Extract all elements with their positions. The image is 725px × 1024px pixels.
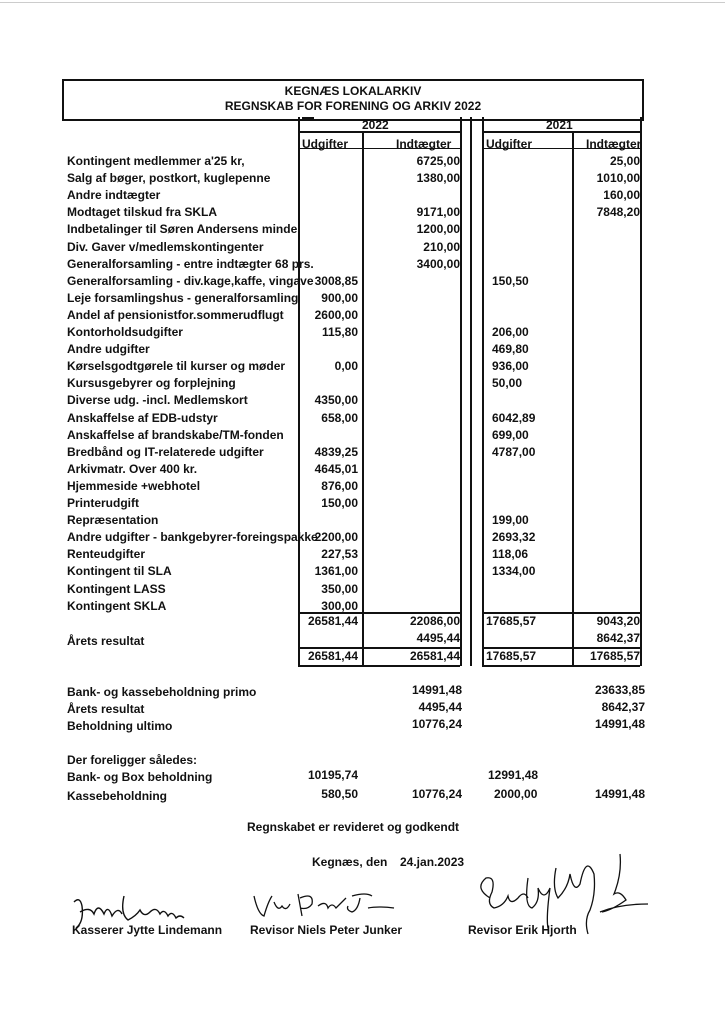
row-indtaegter-2021: 7848,20 (596, 205, 640, 219)
row-label: Repræsentation (67, 513, 159, 527)
row-udgifter-2022: 4645,01 (314, 462, 358, 476)
rule-h-2022-bottom (298, 665, 460, 667)
signer-revisor-hjorth: Revisor Erik Hjorth (468, 923, 577, 937)
bank-2022: 10195,74 (307, 768, 358, 782)
row-label: Diverse udg. -incl. Medlemskort (67, 393, 248, 407)
date: 24.jan.2023 (400, 855, 465, 869)
balance-result-label: Årets resultat (67, 702, 145, 716)
row-label: Arkivmatr. Over 400 kr. (67, 462, 198, 476)
row-udgifter-2021: 4787,00 (492, 445, 536, 459)
rule-v-2022-right (460, 117, 462, 666)
col-udgifter-2022: Udgifter (302, 137, 348, 151)
year-2021-header: 2021 (546, 118, 573, 132)
row-udgifter-2021: 936,00 (492, 359, 529, 373)
row-label: Anskaffelse af brandskabe/TM-fonden (67, 428, 284, 442)
row-label: Kørselsgodtgørele til kurser og møder (67, 359, 286, 373)
total-i21: 9043,20 (596, 614, 640, 628)
bank-2021: 12991,48 (488, 768, 539, 782)
row-label: Kontorholdsudgifter (67, 325, 183, 339)
title-box (62, 79, 644, 121)
ultimo-2022: 10776,24 (411, 717, 462, 731)
row-indtaegter-2022: 1200,00 (416, 222, 460, 236)
row-indtaegter-2021: 1010,00 (596, 171, 640, 185)
row-label: Andre udgifter - bankgebyrer-foreingspakke (67, 530, 318, 544)
col-udgifter-2021: Udgifter (486, 137, 532, 151)
final-i21: 17685,57 (589, 649, 640, 663)
row-udgifter-2022: 2600,00 (314, 308, 358, 322)
row-udgifter-2022: 150,00 (321, 496, 358, 510)
kasse-2022: 580,50 (321, 787, 358, 801)
rule-v-2022-mid (362, 131, 364, 666)
rule-v-2021-right (640, 117, 642, 666)
row-udgifter-2022: 2200,00 (314, 530, 358, 544)
row-udgifter-2021: 150,50 (492, 274, 529, 288)
row-label: Div. Gaver v/medlemskontingenter (67, 240, 264, 254)
signature-erik-hjorth (470, 848, 670, 958)
row-indtaegter-2021: 160,00 (603, 188, 640, 202)
row-label: Kursusgebyrer og forplejning (67, 376, 236, 390)
result-i21: 8642,37 (596, 631, 640, 645)
ultimo-2021: 14991,48 (594, 717, 645, 731)
ink-mark (302, 117, 314, 125)
row-label: Salg af bøger, postkort, kuglepenne (67, 171, 271, 185)
row-udgifter-2022: 4350,00 (314, 393, 358, 407)
row-udgifter-2022: 900,00 (321, 291, 358, 305)
row-udgifter-2021: 199,00 (492, 513, 529, 527)
row-label: Modtaget tilskud fra SKLA (67, 205, 218, 219)
row-udgifter-2021: 469,80 (492, 342, 529, 356)
row-udgifter-2022: 3008,85 (314, 274, 358, 288)
result-label: Årets resultat (67, 634, 145, 648)
rule-v-2021-left (482, 117, 484, 666)
row-udgifter-2021: 6042,89 (492, 411, 536, 425)
row-indtaegter-2022: 6725,00 (416, 154, 460, 168)
breakdown-heading: Der foreligger således: (67, 753, 198, 767)
row-indtaegter-2022: 3400,00 (416, 257, 460, 271)
row-label: Anskaffelse af EDB-udstyr (67, 411, 218, 425)
ultimo-label: Beholdning ultimo (67, 719, 173, 733)
bank-label: Bank- og Box beholdning (67, 770, 213, 784)
row-udgifter-2022: 350,00 (321, 582, 358, 596)
primo-2021: 23633,85 (594, 683, 645, 697)
row-label: Printerudgift (67, 496, 139, 510)
kasse-2021: 2000,00 (494, 787, 538, 801)
signer-revisor-junker: Revisor Niels Peter Junker (250, 923, 403, 937)
row-label: Generalforsamling - entre indtægter 68 prs. (67, 257, 314, 271)
rule-h-2021-bottom (482, 665, 640, 667)
row-label: Indbetalinger til Søren Andersens minde (67, 222, 298, 236)
total-i22: 22086,00 (409, 614, 460, 628)
row-label: Kontingent til SLA (67, 564, 172, 578)
row-udgifter-2022: 115,80 (321, 325, 358, 339)
kasse-2021-total: 14991,48 (594, 787, 645, 801)
row-indtaegter-2022: 1380,00 (416, 171, 460, 185)
total-u22: 26581,44 (307, 614, 358, 628)
row-udgifter-2022: 1361,00 (314, 564, 358, 578)
kasse-2022-total: 10776,24 (411, 787, 462, 801)
row-indtaegter-2022: 210,00 (423, 240, 460, 254)
row-udgifter-2022: 0,00 (334, 359, 358, 373)
row-udgifter-2022: 4839,25 (314, 445, 358, 459)
balance-result-2022: 4495,44 (418, 700, 462, 714)
row-label: Andre indtægter (67, 188, 161, 202)
balance-result-2021: 8642,37 (601, 700, 645, 714)
row-udgifter-2021: 699,00 (492, 428, 529, 442)
row-label: Kontingent SKLA (67, 599, 167, 613)
row-label: Andre udgifter (67, 342, 150, 356)
primo-2022: 14991,48 (411, 683, 462, 697)
row-label: Renteudgifter (67, 547, 145, 561)
row-udgifter-2022: 300,00 (321, 599, 358, 613)
report-title: REGNSKAB FOR FORENING OG ARKIV 2022 (224, 99, 482, 113)
audit-statement: Regnskabet er revideret og godkendt (247, 820, 460, 834)
rule-v-gap (470, 117, 472, 666)
row-udgifter-2022: 876,00 (321, 479, 358, 493)
row-label: Leje forsamlingshus - generalforsamling (67, 291, 299, 305)
row-label: Andel af pensionistfor.sommerudflugt (67, 308, 284, 322)
row-udgifter-2022: 227,53 (321, 547, 358, 561)
row-label: Bredbånd og IT-relaterede udgifter (67, 445, 264, 459)
scan-edge-top (0, 2, 725, 3)
primo-label: Bank- og kassebeholdning primo (67, 685, 257, 699)
row-udgifter-2021: 206,00 (492, 325, 529, 339)
row-label: Kontingent LASS (67, 582, 166, 596)
signer-kasserer: Kasserer Jytte Lindemann (72, 923, 223, 937)
row-indtaegter-2022: 9171,00 (416, 205, 460, 219)
signature-niels-peter-junker (248, 888, 398, 924)
row-indtaegter-2021: 25,00 (609, 154, 640, 168)
col-indtaegter-2022: Indtægter (396, 137, 452, 151)
row-udgifter-2021: 118,06 (492, 547, 529, 561)
row-label: Hjemmeside +webhotel (67, 479, 201, 493)
col-indtaegter-2021: Indtægter (586, 137, 642, 151)
year-2022-header: 2022 (362, 118, 389, 132)
final-u21: 17685,57 (486, 649, 537, 663)
row-label: Generalforsamling - div.kage,kaffe, vingave (67, 274, 314, 288)
row-udgifter-2022: 658,00 (321, 411, 358, 425)
row-label: Kontingent medlemmer a'25 kr, (67, 154, 245, 168)
kasse-label: Kassebeholdning (67, 789, 168, 803)
final-u22: 26581,44 (307, 649, 358, 663)
org-name: KEGNÆS LOKALARKIV (284, 84, 422, 98)
final-i22: 26581,44 (409, 649, 460, 663)
row-udgifter-2021: 50,00 (492, 376, 523, 390)
place: Kegnæs, den (312, 855, 388, 869)
row-udgifter-2021: 2693,32 (492, 530, 536, 544)
total-u21: 17685,57 (486, 614, 537, 628)
result-i22: 4495,44 (416, 631, 460, 645)
row-udgifter-2021: 1334,00 (492, 564, 536, 578)
